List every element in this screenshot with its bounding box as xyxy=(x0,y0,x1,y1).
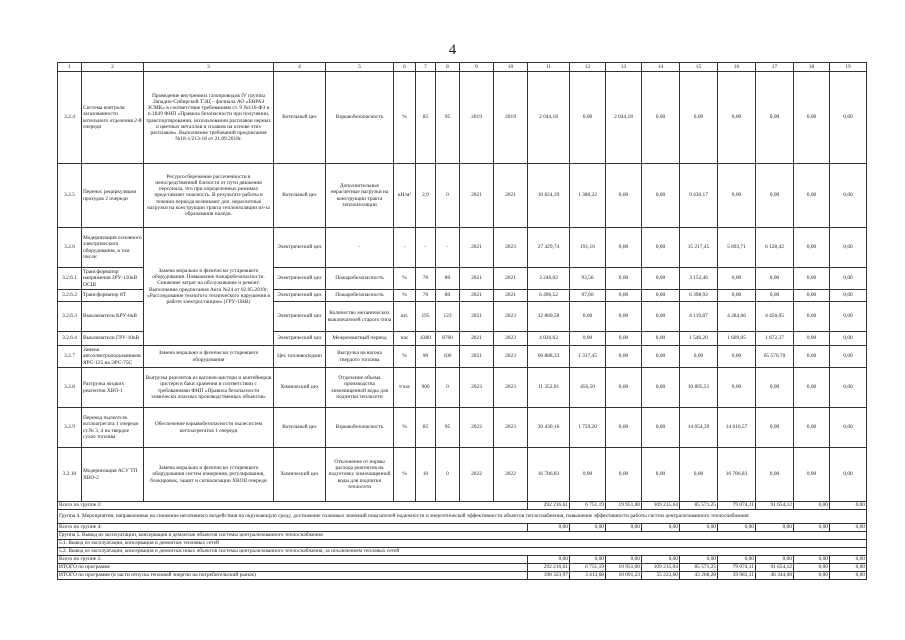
cost-cell: 16 786,83 xyxy=(718,448,756,502)
column-number-header: 1 xyxy=(58,63,82,72)
cost-cell: 0,00 xyxy=(830,448,867,502)
year-end: 2021 xyxy=(494,290,528,302)
row-number: 3.2.6.1 xyxy=(58,268,82,290)
value-before: - xyxy=(416,228,436,268)
cost-cell: 0,00 xyxy=(794,408,830,448)
indicator: Взрывобезопасность xyxy=(326,72,394,164)
cost-cell: 0,00 xyxy=(642,290,680,302)
column-number-header: 6 xyxy=(394,63,416,72)
cost-cell: 0,00 xyxy=(756,72,794,164)
cost-cell: 0,00 xyxy=(830,302,867,332)
cost-cell: 0,00 xyxy=(830,332,867,346)
unit: % xyxy=(394,268,416,290)
cost-cell: 0,00 xyxy=(794,72,830,164)
indicator: Отклонение от нормы расхода реагентов на подготовку химочищенной воды для подпитки теплосети xyxy=(326,448,394,502)
value-after: 100 xyxy=(436,346,460,368)
total-value: 19 951,00 xyxy=(606,564,642,572)
column-number-header: 12 xyxy=(570,63,606,72)
year-end: 2023 xyxy=(494,368,528,408)
cost-cell: 0,00 xyxy=(718,268,756,290)
total-value: 6 751,19 xyxy=(570,502,606,510)
measure-description: Замена морально и физически устаревшего оборудования. Повышение пожаробезопасности. Снижение затрат на обслуживание и ремонт. Выполнение предписания Акта №24 от 02.05.2019г. «Расследование техногогo технического нарушения в работе электростанции» (ГРУ-10кВ) xyxy=(144,228,274,346)
total-value: 109 215,04 xyxy=(642,502,680,510)
group-5-title-row xyxy=(58,532,867,540)
measure-description: Выгрузка реагентов из вагонов-цистерн и контейнеров цистерн в баки хранения в соответствии с требованиями ФНП «Правила безопасности химически опасных производственных объектов» xyxy=(144,368,274,408)
year-start: 2021 xyxy=(460,332,494,346)
measure-name: Система контроля загазованности котельного отделения 2-й очереди xyxy=(82,72,144,164)
column-number-header: 9 xyxy=(460,63,494,72)
cost-cell: 0,00 xyxy=(718,72,756,164)
year-end: 2023 xyxy=(494,332,528,346)
value-before: 195 xyxy=(416,302,436,332)
cost-cell: 0,00 xyxy=(830,368,867,408)
total-consumers-row xyxy=(58,572,867,580)
total-value: 0,00 xyxy=(718,556,756,564)
measure-description: Проведение внутренних газопроводов IV группы Западно-Сибирской ТЭЦ – филиала АО «ЕВРАЗ ЗСМК» в соответствие требованиям ст. 9 №116-ФЗ и п.1849 ФНП «Правила безопасности при получении, транспортировании, использовании расплавов черных и цветных металлов и сплавов на основе этих расплавов». Выполнение требований предписания №18-1/213-18 от 21.09.2018г. xyxy=(144,72,274,164)
measure-name: Модернизация АСУ ТП ХВО-2 xyxy=(82,448,144,502)
column-number-header: 2 xyxy=(82,63,144,72)
total-label: Всего по группе 3: xyxy=(58,502,528,510)
column-number-header: 4 xyxy=(274,63,326,72)
workshop: Химический цех xyxy=(274,368,326,408)
cost-cell: 0,00 xyxy=(606,290,642,302)
cost-cell: 6 128,42 xyxy=(756,228,794,268)
cost-cell: 0,00 xyxy=(570,448,606,502)
total-value: 0,00 xyxy=(606,524,642,532)
total-value: 0,00 xyxy=(794,524,830,532)
row-number: 3.2.6 xyxy=(58,228,82,268)
total-value: 0,00 xyxy=(606,556,642,564)
cost-cell: 3 246,02 xyxy=(528,268,570,290)
total-value: 0,00 xyxy=(756,556,794,564)
value-after: 8760 xyxy=(436,332,460,346)
cost-cell: 0,00 xyxy=(642,408,680,448)
total-value: 0,00 xyxy=(680,524,718,532)
cost-cell: 1 609,05 xyxy=(718,332,756,346)
unit: - xyxy=(394,228,416,268)
row-number: 3.2.4 xyxy=(58,72,82,164)
column-number-row xyxy=(58,63,867,72)
unit: % xyxy=(394,290,416,302)
cost-cell: 2 044,18 xyxy=(528,72,570,164)
total-value: 198 323,97 xyxy=(528,572,570,580)
workshop: Электрический цех xyxy=(274,268,326,290)
measure-name: Модернизация основного электрического оборудования, в том числе: xyxy=(82,228,144,268)
column-number-header: 14 xyxy=(642,63,680,72)
column-number-header: 16 xyxy=(718,63,756,72)
cost-cell: 0,00 xyxy=(718,346,756,368)
unit: кН/м² xyxy=(394,164,416,228)
indicator: Дополнительные нерасчетные нагрузки на конструкции тракта теплоизоляции xyxy=(326,164,394,228)
group-title: 5.2. Вывод из эксплуатации, консервация и демонтаж иных объектов системы централизованного теплоснабжения, за исключением тепловых сетей xyxy=(58,548,867,556)
cost-cell: 14 054,39 xyxy=(680,408,718,448)
total-value: 0,00 xyxy=(794,564,830,572)
year-end: 2023 xyxy=(494,302,528,332)
cost-cell: 14 616,57 xyxy=(718,408,756,448)
total-value: 19 951,00 xyxy=(606,502,642,510)
total-value: 79 074,11 xyxy=(718,564,756,572)
table-row xyxy=(58,228,867,268)
total-value: 0,00 xyxy=(570,524,606,532)
workshop: Котельный цех xyxy=(274,164,326,228)
cost-cell: 0,00 xyxy=(794,290,830,302)
cost-cell: 15 217,45 xyxy=(680,228,718,268)
cost-cell: 66 888,33 xyxy=(528,346,570,368)
cost-cell: 0,00 xyxy=(606,332,642,346)
group-4-title-row xyxy=(58,510,867,524)
year-start: 2021 xyxy=(460,302,494,332)
table-row xyxy=(58,368,867,408)
value-after: 95 xyxy=(436,72,460,164)
total-value: 0,00 xyxy=(570,556,606,564)
unit: % xyxy=(394,408,416,448)
cost-cell: 6 496,52 xyxy=(528,290,570,302)
value-after: - xyxy=(436,228,460,268)
total-label: ИТОГО по программе xyxy=(58,564,528,572)
year-start: 2021 xyxy=(460,290,494,302)
total-value: 0,00 xyxy=(794,502,830,510)
workshop: Электрический цех xyxy=(274,290,326,302)
cost-cell: 12 860,58 xyxy=(528,302,570,332)
total-value: 55 223,60 xyxy=(642,572,680,580)
cost-cell: 4 284,66 xyxy=(718,302,756,332)
total-value: 0,00 xyxy=(830,572,867,580)
workshop: Электрический цех xyxy=(274,302,326,332)
cost-cell: 93,56 xyxy=(570,268,606,290)
cost-cell: 0,00 xyxy=(680,448,718,502)
column-number-header: 5 xyxy=(326,63,394,72)
total-value: 0,00 xyxy=(830,556,867,564)
cost-cell: 0,00 xyxy=(830,228,867,268)
cost-cell: 456,50 xyxy=(570,368,606,408)
total-value: 6 751,19 xyxy=(570,564,606,572)
year-start: 2022 xyxy=(460,408,494,448)
unit: час xyxy=(394,332,416,346)
cost-cell: 27 429,74 xyxy=(528,228,570,268)
total-value: 109 215,04 xyxy=(642,564,680,572)
cost-cell: 0,00 xyxy=(606,228,642,268)
table-row xyxy=(58,164,867,228)
cost-cell: 0,00 xyxy=(794,164,830,228)
value-before: 70 xyxy=(416,268,436,290)
workshop: Электрический цех xyxy=(274,332,326,346)
year-start: 2021 xyxy=(460,346,494,368)
total-value: 0,00 xyxy=(830,502,867,510)
value-after: 0 xyxy=(436,164,460,228)
cost-cell: 0,00 xyxy=(794,302,830,332)
measure-description: Замена морально и физически устаревшего оборудования систем измерения, регулирования, блокировок, защит и сигнализации ХВОII очереди xyxy=(144,448,274,502)
cost-cell: 0,00 xyxy=(642,346,680,368)
column-number-header: 13 xyxy=(606,63,642,72)
total-value: 3 413,68 xyxy=(570,572,606,580)
cost-cell: 0,00 xyxy=(830,290,867,302)
measure-name: Трансформатор 8Т xyxy=(82,290,144,302)
total-value: 0,00 xyxy=(830,524,867,532)
cost-cell: 0,00 xyxy=(756,448,794,502)
row-number: 3.2.8 xyxy=(58,368,82,408)
cost-cell: 0,00 xyxy=(606,368,642,408)
measure-name: Выключатели КРУ-6кВ xyxy=(82,302,144,332)
column-number-header: 15 xyxy=(680,63,718,72)
total-value: 10 091,23 xyxy=(606,572,642,580)
cost-cell: 1 388,22 xyxy=(570,164,606,228)
value-before: 4380 xyxy=(416,332,436,346)
value-before: 2,9 xyxy=(416,164,436,228)
measure-name: Замена автоэлектроподъемников ЯРС-125 на ЭРС-75С xyxy=(82,346,144,368)
indicator: Пожаробезопасность xyxy=(326,290,394,302)
unit: % xyxy=(394,448,416,502)
total-value: 85 571,25 xyxy=(680,502,718,510)
total-value: 39 983,11 xyxy=(718,572,756,580)
cost-cell: 6 398,92 xyxy=(680,290,718,302)
value-before: 90 xyxy=(416,346,436,368)
cost-cell: 0,00 xyxy=(606,408,642,448)
table-row xyxy=(58,72,867,164)
cost-cell: 30 430,16 xyxy=(528,408,570,448)
column-number-header: 11 xyxy=(528,63,570,72)
workshop: Цех топливоподачи xyxy=(274,346,326,368)
total-value: 0,00 xyxy=(528,524,570,532)
cost-cell: 0,00 xyxy=(830,268,867,290)
unit: шт. xyxy=(394,302,416,332)
column-number-header: 19 xyxy=(830,63,867,72)
cost-cell: 0,00 xyxy=(606,448,642,502)
cost-cell: 0,00 xyxy=(830,408,867,448)
cost-cell: 0,00 xyxy=(570,302,606,332)
column-number-header: 10 xyxy=(494,63,528,72)
indicator: Взрывобезопасность xyxy=(326,408,394,448)
total-value: 91 654,12 xyxy=(756,502,794,510)
cost-cell: 0,00 xyxy=(718,290,756,302)
total-value: 0,00 xyxy=(680,556,718,564)
row-number: 3.2.6.2 xyxy=(58,290,82,302)
row-number: 3.2.5 xyxy=(58,164,82,228)
year-start: 2023 xyxy=(460,368,494,408)
cost-cell: 0,00 xyxy=(794,346,830,368)
cost-cell: 0,00 xyxy=(606,302,642,332)
unit: % xyxy=(394,72,416,164)
cost-cell: 0,00 xyxy=(830,72,867,164)
workshop: Химический цех xyxy=(274,448,326,502)
cost-cell: 0,00 xyxy=(570,72,606,164)
measure-name: Трансформатор напряжения ЗРУ-110кВ ОСШ xyxy=(82,268,144,290)
cost-cell: 0,00 xyxy=(642,268,680,290)
total-value: 0,00 xyxy=(642,524,680,532)
total-value: 292 216,61 xyxy=(528,502,570,510)
investment-program-table xyxy=(57,62,867,580)
group-title: 5.1. Вывод из эксплуатации, консервация и демонтаж тепловых сетей xyxy=(58,540,867,548)
year-start: 2021 xyxy=(460,164,494,228)
cost-cell: 3 152,46 xyxy=(680,268,718,290)
cost-cell: 5 893,71 xyxy=(718,228,756,268)
total-group-3-row xyxy=(58,502,867,510)
cost-cell: 0,00 xyxy=(642,368,680,408)
year-end: 2019 xyxy=(494,72,528,164)
cost-cell: 0,00 xyxy=(606,268,642,290)
indicator: Пожаробезопасность xyxy=(326,268,394,290)
total-value: 0,00 xyxy=(794,556,830,564)
total-value: 85 571,25 xyxy=(680,564,718,572)
year-end: 2023 xyxy=(494,408,528,448)
value-after: 80 xyxy=(436,268,460,290)
measure-name: Перенос рециркуляции прохудок 2 очереди xyxy=(82,164,144,228)
group-5-2-row xyxy=(58,548,867,556)
cost-cell: 0,00 xyxy=(794,268,830,290)
cost-cell: 1 546,20 xyxy=(680,332,718,346)
year-end: 2022 xyxy=(494,448,528,502)
row-number: 3.2.10 xyxy=(58,448,82,502)
row-number: 3.2.7 xyxy=(58,346,82,368)
total-value: 46 344,08 xyxy=(756,572,794,580)
total-group-5-row xyxy=(58,556,867,564)
total-group-4-row xyxy=(58,524,867,532)
cost-cell: 0,00 xyxy=(642,448,680,502)
total-value: 0,00 xyxy=(528,556,570,564)
cost-cell: 0,00 xyxy=(830,164,867,228)
table-row xyxy=(58,346,867,368)
year-end: 2021 xyxy=(494,268,528,290)
cost-cell: 0,00 xyxy=(570,332,606,346)
cost-cell: 0,00 xyxy=(642,332,680,346)
value-before: 85 xyxy=(416,408,436,448)
value-after: 0 xyxy=(436,448,460,502)
cost-cell: 0,00 xyxy=(606,164,642,228)
total-value: 0,00 xyxy=(794,572,830,580)
cost-cell: 1 759,20 xyxy=(570,408,606,448)
workshop: Котельный цех xyxy=(274,72,326,164)
cost-cell: 97,60 xyxy=(570,290,606,302)
cost-cell: 4 119,87 xyxy=(680,302,718,332)
total-program-row xyxy=(58,564,867,572)
value-before: 85 xyxy=(416,72,436,164)
cost-cell: 0,00 xyxy=(680,72,718,164)
year-start: 2021 xyxy=(460,228,494,268)
column-number-header: 3 xyxy=(144,63,274,72)
cost-cell: 0,00 xyxy=(680,346,718,368)
cost-cell: 65 570,70 xyxy=(756,346,794,368)
indicator: Выгрузка на вагона твердого топлива xyxy=(326,346,394,368)
column-number-header: 17 xyxy=(756,63,794,72)
cost-cell: 0,00 xyxy=(794,228,830,268)
year-end: 2021 xyxy=(494,164,528,228)
total-value: 91 654,12 xyxy=(756,564,794,572)
cost-cell: 4 456,05 xyxy=(756,302,794,332)
measure-description: Замена морально и физически устаревшего оборудования xyxy=(144,346,274,368)
cost-cell: 2 044,18 xyxy=(606,72,642,164)
cost-cell: 0,00 xyxy=(756,408,794,448)
table-row xyxy=(58,408,867,448)
total-label: ИТОГО по программе (в части отпуска тепловой энергии на потребительский рынок) xyxy=(58,572,528,580)
total-value: 0,00 xyxy=(642,556,680,564)
row-number: 3.2.6.4 xyxy=(58,332,82,346)
value-before: 70 xyxy=(416,290,436,302)
measure-name: Перевод пылеотсек котлоагрегата 1 очереди ст.№ 3, 4 на твердое сухое топлива xyxy=(82,408,144,448)
indicator: - xyxy=(326,228,394,268)
unit: т/час xyxy=(394,368,416,408)
cost-cell: 0,00 xyxy=(794,332,830,346)
indicator: Отделение объема производства химочищенной воды для подпитки теплосети xyxy=(326,368,394,408)
table-row xyxy=(58,448,867,502)
value-before: 900 xyxy=(416,368,436,408)
measure-name: Выключатели ГРУ-10кВ xyxy=(82,332,144,346)
workshop: Котельный цех xyxy=(274,408,326,448)
indicator: Межремонтный период xyxy=(326,332,394,346)
total-value: 0,00 xyxy=(718,524,756,532)
value-after: 0 xyxy=(436,368,460,408)
group-5-1-row xyxy=(58,540,867,548)
cost-cell: 10 895,51 xyxy=(680,368,718,408)
row-number: 3.2.9 xyxy=(58,408,82,448)
group-title: Группа 5. Вывод из эксплуатации, консервация и демонтаж объектов системы централизованного теплоснабжения xyxy=(58,532,867,540)
measure-description: Ресурсосбережение рассеченности в непосредственной близости от пути движения персонала, что при определенных режимах представляет опасность. В результате работы в течении периода возникают доп. нерасчетные нагрузки на конструкции тракта теплоизоляции из-за образования наледи. xyxy=(144,164,274,228)
cost-cell: 1 672,37 xyxy=(756,332,794,346)
cost-cell: 0,00 xyxy=(756,290,794,302)
cost-cell: 16 786,83 xyxy=(528,448,570,502)
cost-cell: 0,00 xyxy=(642,72,680,164)
unit: % xyxy=(394,346,416,368)
column-number-header: 8 xyxy=(436,63,460,72)
year-end: 2023 xyxy=(494,346,528,368)
cost-cell: 0,00 xyxy=(794,448,830,502)
cost-cell: 0,00 xyxy=(718,164,756,228)
cost-cell: 9 436,17 xyxy=(680,164,718,228)
total-value: 292 216,61 xyxy=(528,564,570,572)
cost-cell: 0,00 xyxy=(718,368,756,408)
cost-cell: 191,16 xyxy=(570,228,606,268)
cost-cell: 0,00 xyxy=(830,346,867,368)
cost-cell: 0,00 xyxy=(642,302,680,332)
total-value: 79 074,11 xyxy=(718,502,756,510)
year-start: 2022 xyxy=(460,448,494,502)
value-before: 10 xyxy=(416,448,436,502)
cost-cell: 11 352,01 xyxy=(528,368,570,408)
cost-cell: 0,00 xyxy=(642,228,680,268)
cost-cell: 10 824,39 xyxy=(528,164,570,228)
value-after: 123 xyxy=(436,302,460,332)
cost-cell: 0,00 xyxy=(756,268,794,290)
total-label: Всего по группе 5: xyxy=(58,556,528,564)
group-title: Группа 4. Мероприятия, направленные на снижение негативного воздействия на окружающую среду, достижение плановых значений показателей надежности и энергетической эффективности объектов теплоснабжения, повышение эффективности работы систем централизованного теплоснабжения xyxy=(58,510,867,524)
column-number-header: 7 xyxy=(416,63,436,72)
total-label: Всего по группе 4: xyxy=(58,524,528,532)
total-value: 0,00 xyxy=(756,524,794,532)
year-start: 2019 xyxy=(460,72,494,164)
measure-name: Разгрузка жидких реагентов ХВО-1 xyxy=(82,368,144,408)
row-number: 3.2.6.3 xyxy=(58,302,82,332)
cost-cell: 0,00 xyxy=(756,368,794,408)
indicator: Количество механических выключателей старого типа xyxy=(326,302,394,332)
page-number: 4 xyxy=(448,42,457,58)
measure-description: Обеспечение взрывобезопасности пылесистем котлоагрегатов 1 очереди xyxy=(144,408,274,448)
value-after: 95 xyxy=(436,408,460,448)
column-number-header: 18 xyxy=(794,63,830,72)
cost-cell: 1 317,45 xyxy=(570,346,606,368)
cost-cell: 4 826,62 xyxy=(528,332,570,346)
workshop: Электрический цех xyxy=(274,228,326,268)
cost-cell: 0,00 xyxy=(606,346,642,368)
cost-cell: 0,00 xyxy=(756,164,794,228)
year-start: 2021 xyxy=(460,268,494,290)
year-end: 2023 xyxy=(494,228,528,268)
total-value: 0,00 xyxy=(830,564,867,572)
value-after: 80 xyxy=(436,290,460,302)
cost-cell: 0,00 xyxy=(794,368,830,408)
cost-cell: 0,00 xyxy=(642,164,680,228)
total-value: 43 268,28 xyxy=(680,572,718,580)
